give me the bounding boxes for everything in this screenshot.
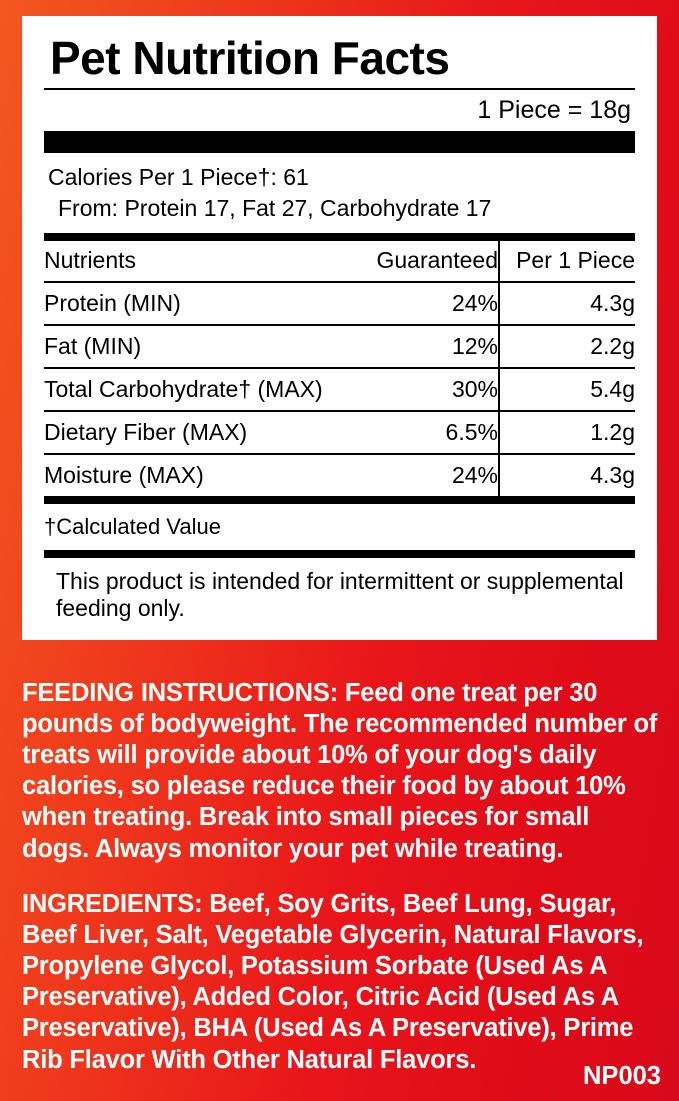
divider-above-table xyxy=(44,233,635,241)
nutrient-name: Fat (MIN) xyxy=(44,325,360,368)
table-row xyxy=(44,325,635,368)
nutrient-name: Dietary Fiber (MAX) xyxy=(44,411,360,454)
nutrient-per-piece: 4.3g xyxy=(499,282,635,325)
table-row xyxy=(44,368,635,411)
column-header-nutrients: Nutrients xyxy=(44,241,360,282)
page-title: Pet Nutrition Facts xyxy=(50,32,450,84)
calories-from-line: From: Protein 17, Fat 27, Carbohydrate 17 xyxy=(58,195,492,222)
ingredients-body: Beef, Soy Grits, Beef Lung, Sugar, Beef Liver, Salt, Vegetable Glycerin, Natural Flavors, Propylene Glycol, Potassium Sorbate (Used As A Preservative), Added Color, Citric Acid (Used As A Preservative), BHA (Used As A Preservative), Prime Rib Flavor With Other Natural Flavors. xyxy=(22,890,644,1074)
intermittent-feeding-statement: This product is intended for intermittent or supplemental feeding only. xyxy=(56,567,624,621)
nutrient-name: Total Carbohydrate† (MAX) xyxy=(44,368,360,411)
divider-thick-bar xyxy=(44,131,635,153)
nutrient-name: Protein (MIN) xyxy=(44,282,360,325)
column-header-guaranteed: Guaranteed xyxy=(360,241,499,282)
divider-above-statement xyxy=(44,550,635,558)
nutrient-guaranteed: 12% xyxy=(360,325,499,368)
serving-size: 1 Piece = 18g xyxy=(477,96,631,125)
ingredients-heading: INGREDIENTS: xyxy=(22,890,203,918)
feeding-instructions xyxy=(22,678,660,865)
nutrient-name: Moisture (MAX) xyxy=(44,461,204,488)
calculated-value-footnote: †Calculated Value xyxy=(44,513,221,539)
nutrient-per-piece: 5.4g xyxy=(499,368,635,411)
nutrient-guaranteed: 6.5% xyxy=(360,411,499,454)
nutrient-per-piece: 2.2g xyxy=(499,325,635,368)
nutrient-guaranteed: 24% xyxy=(451,461,498,488)
feeding-heading: FEEDING INSTRUCTIONS: xyxy=(22,679,338,707)
ingredients-list xyxy=(22,889,660,1076)
table-header-row xyxy=(44,241,635,282)
column-header-per-piece: Per 1 Piece xyxy=(499,241,635,282)
calories-line: Calories Per 1 Piece†: 61 xyxy=(48,164,309,191)
table-row xyxy=(44,411,635,454)
feeding-body: Feed one treat per 30 pounds of bodyweight. The recommended number of treats will provide about 10% of your dog's daily calories, so please reduce their food by about 10% when treating. Break into small pieces for small dogs. Always monitor your pet while treating. xyxy=(22,679,658,863)
nutrient-guaranteed: 30% xyxy=(360,368,499,411)
nutrients-table xyxy=(44,241,635,496)
nutrient-per-piece: 4.3g xyxy=(499,454,635,496)
nutrient-guaranteed: 24% xyxy=(360,282,499,325)
nutrition-facts-panel xyxy=(22,16,657,640)
table-row xyxy=(44,282,635,325)
divider-below-table xyxy=(44,496,635,504)
table-row xyxy=(44,454,635,496)
product-code: NP003 xyxy=(583,1062,661,1090)
nutrient-per-piece: 1.2g xyxy=(499,411,635,454)
